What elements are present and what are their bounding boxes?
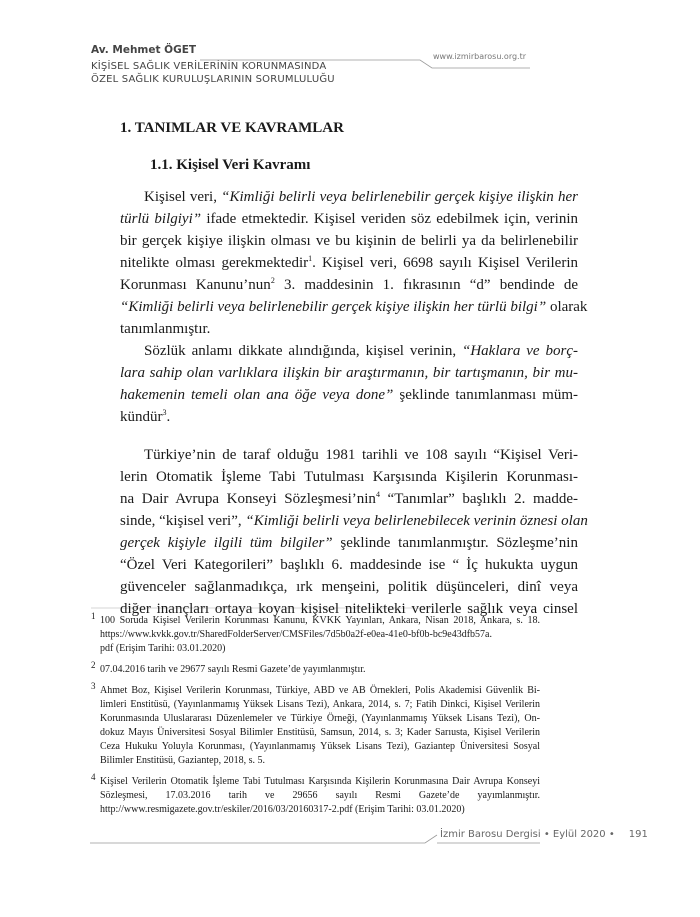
- footnote-ref: 1: [308, 254, 313, 263]
- text-run: “Kimliği belirli veya belirlenebilecek verinin öznesi olan: [245, 513, 588, 529]
- text-run: Türkiye’nin de taraf olduğu 1981 tarihli ve 108 sayılı “Kişisel Veri-: [144, 447, 578, 463]
- paragraph: [120, 340, 578, 428]
- text-run: şeklinde tanımlanması müm-: [393, 387, 579, 403]
- text-run: “Kimliği belirli veya belirlenebilir gerçek kişiye ilişkin her türlü bilgi”: [120, 299, 547, 315]
- footnote-number: 1: [91, 611, 96, 621]
- text-run: . Kişisel veri, 6698 sayılı Kişisel Verilerin: [312, 255, 578, 271]
- text-run: “Tanımlar” başlıklı 2. madde-: [379, 491, 578, 507]
- paragraph-line: [120, 488, 578, 510]
- footnote: [91, 611, 540, 656]
- header-title-line: ÖZEL SAĞLIK KURULUŞLARININ SORUMLULUĞU: [91, 74, 335, 85]
- text-run: tanımlanmıştır.: [120, 321, 211, 337]
- paragraph-line: [120, 466, 578, 488]
- journal-name: İzmir Barosu Dergisi • Eylül 2020 •: [440, 829, 615, 840]
- footnote: [91, 681, 540, 768]
- footnote-ref: 4: [375, 490, 380, 499]
- header-url: www.izmirbarosu.org.tr: [433, 52, 527, 61]
- paragraph-line: [120, 576, 578, 598]
- header-author: Av. Mehmet ÖGET: [91, 44, 197, 56]
- section-heading: 1. TANIMLAR VE KAVRAMLAR: [120, 120, 344, 136]
- text-run: türlü bilgiyi”: [120, 211, 202, 227]
- paragraph-line: [120, 510, 588, 532]
- footnote-line: Ahmet Boz, Kişisel Verilerin Korunması, Türkiye, ABD ve AB Örnekleri, Polis Akademisi Güvenlik Bi-: [100, 685, 540, 696]
- footnote: [91, 660, 540, 677]
- paragraph-line: [120, 406, 578, 428]
- footnote-line: dokuz Mayıs Üniversitesi Sosyal Bilimler Enstitüsü, Samsun, 2014, s. 3; Kader Sarıusta, Kişisel Verilerin: [100, 727, 540, 738]
- text-run: “Haklara ve borç-: [462, 343, 578, 359]
- footnotes: [91, 611, 540, 824]
- header-rule: [200, 60, 530, 68]
- text-run: Korunması Kanunu’nun: [120, 277, 271, 293]
- footnote-ref: 3: [162, 408, 167, 417]
- footnote-line: Ceza Hukuku Yoluyla Korunması, (Yayınlanmamış Yüksek Lisans Tezi), Gaziantep Üniversitesi Sosyal: [100, 741, 540, 752]
- paragraph-line: [120, 186, 578, 208]
- text-run: bir gerçek kişiye ilişkin olması ve bu kişinin de belirli ya da belirlenebilir: [120, 233, 578, 249]
- paragraph-line: [120, 318, 578, 340]
- text-run: “Özel Veri Kategorileri” başlıklı 6. maddesinde ise “ İç hukukta uygun: [120, 557, 578, 573]
- paragraph-line: [120, 252, 578, 274]
- paragraph-line: [120, 532, 578, 554]
- paragraph-line: [120, 296, 588, 318]
- text-run: Kişisel veri,: [144, 189, 222, 205]
- text-run: ifade etmektedir. Kişisel veriden söz edebilmek için, verinin: [201, 211, 579, 227]
- page-number: 191: [628, 829, 648, 840]
- text-run: diğer inançları ortaya koyan kişisel nitelikteki verilerle sağlık veya cinsel: [120, 601, 578, 617]
- paragraph-line: [120, 274, 578, 296]
- paragraph-line: [120, 230, 578, 252]
- footnote-number: 2: [91, 660, 96, 670]
- text-run: şeklinde tanımlanmıştır. Sözleşme’nin: [332, 535, 578, 551]
- text-run: Sözlük anlamı dikkate alındığında, kişisel verinin,: [144, 343, 462, 359]
- footnote-line: Kişisel Verilerin Otomatik İşleme Tabi Tutulması Karşısında Kişilerin Korunmasına Dair Avrupa Konseyi: [100, 776, 540, 787]
- paragraph-line: [120, 444, 578, 466]
- footnote-line: limleri Enstitüsü, (Yayınlanmamış Yüksek Lisans Tezi), Ankara, 2014, s. 7; Fatih Dinkci, Kişisel Verilerin: [100, 699, 540, 710]
- text-run: 3. maddesinin 1. fıkrasının “d” bendinde de: [274, 277, 578, 293]
- text-run: güvenceler sağlanmadıkça, ırk menşeini, politik düşünceleri, dinî veya: [120, 579, 578, 595]
- footnote-line: pdf (Erişim Tarihi: 03.01.2020): [100, 643, 226, 654]
- page-footer: [440, 829, 648, 840]
- text-run: na Dair Avrupa Konseyi Sözleşmesi’nin: [120, 491, 376, 507]
- footnote-line: http://www.resmigazete.gov.tr/eskiler/2016/03/20160317-2.pdf (Erişim Tarihi: 03.01.2020): [100, 804, 465, 815]
- footnote-line: 07.04.2016 tarih ve 29677 sayılı Resmi Gazete’de yayımlanmıştır.: [100, 664, 366, 675]
- paragraph-line: [120, 384, 578, 406]
- footnote-line: Sözleşmesi, 17.03.2016 tarih ve 29656 sayılı Resmi Gazete’de yayımlanmıştır.: [100, 790, 540, 801]
- paragraph: [120, 186, 588, 340]
- footer-rule: [90, 835, 437, 843]
- text-run: nitelikte olması gerekmektedir: [120, 255, 309, 271]
- text-run: olarak: [546, 299, 588, 315]
- footnote-line: Korunmasında Uluslararası Düzenlemeler ve Türkiye Örneği, (Yayınlanmamış Yüksek Lisans Tezi), On-: [100, 713, 540, 724]
- text-run: lara sahip olan varlıklara ilişkin bir araştırmanın, bir tartışmanın, bir mu-: [120, 365, 578, 381]
- text-run: .: [166, 409, 171, 425]
- footnote-line: Bilimler Enstitüsü, Gaziantep, 2018, s. 5.: [100, 755, 265, 766]
- footnote-number: 3: [91, 681, 96, 691]
- text-run: “Kimliği belirli veya belirlenebilir gerçek kişiye ilişkin her: [221, 189, 578, 205]
- paragraph-line: [120, 362, 578, 384]
- paragraph-line: [120, 208, 578, 230]
- text-run: gerçek kişiyle ilgili tüm bilgiler”: [120, 535, 333, 551]
- text-run: lerin Otomatik İşleme Tabi Tutulması Karşısında Kişilerin Korunması-: [120, 469, 578, 485]
- paragraph: [120, 444, 588, 620]
- text-run: kündür: [120, 409, 163, 425]
- footnote-line: https://www.kvkk.gov.tr/SharedFolderServer/CMSFiles/7d5b0a2f-e0ea-41e0-bf0b-bc9e43dfb57a.: [100, 629, 492, 640]
- paragraph-line: [120, 554, 578, 576]
- text-run: hakemenin temeli olan ana öğe veya done”: [120, 387, 394, 403]
- header-title-line: KİŞİSEL SAĞLIK VERİLERİNİN KORUNMASINDA: [91, 61, 327, 72]
- footnote-number: 4: [91, 772, 96, 782]
- paragraph-line: [120, 340, 578, 362]
- footnote-ref: 2: [270, 276, 275, 285]
- footnote-line: 100 Soruda Kişisel Verilerin Korunması Kanunu, KVKK Yayınları, Ankara, Nisan 2018, Ankara, s. 18.: [100, 615, 540, 626]
- text-run: sinde, “kişisel veri”,: [120, 513, 246, 529]
- subsection-heading: 1.1. Kişisel Veri Kavramı: [150, 157, 311, 173]
- footnote: [91, 772, 540, 817]
